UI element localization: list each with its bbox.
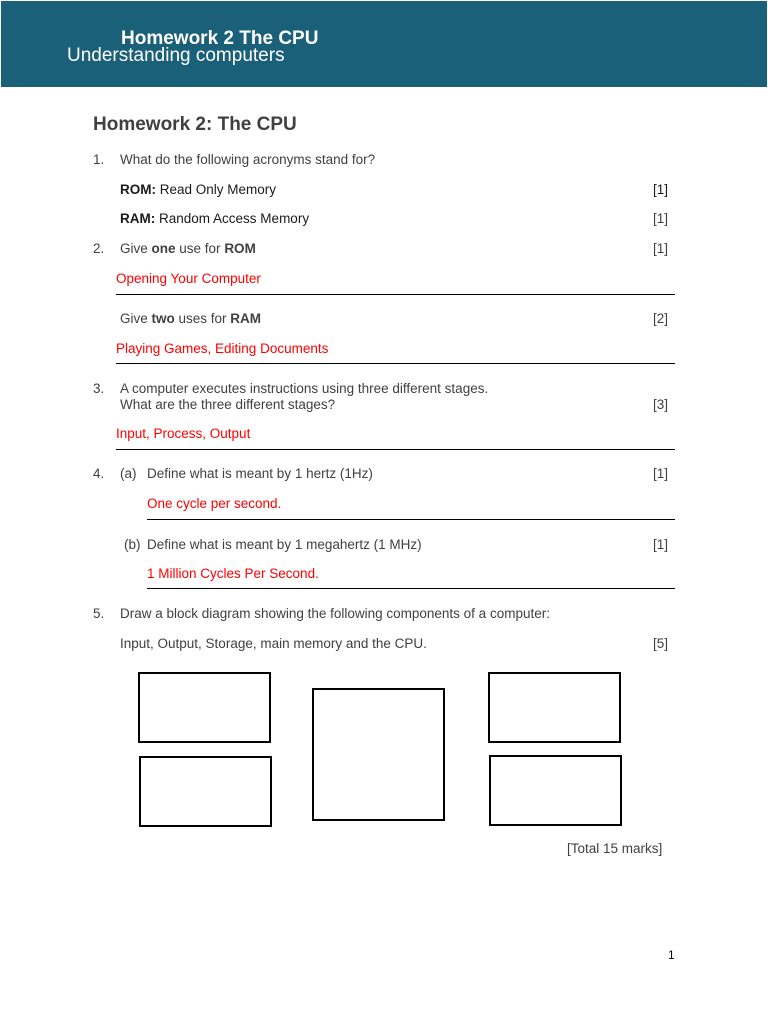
q1-ram-line (120, 210, 309, 227)
q2-part1-text (120, 240, 256, 257)
q5-marks: [5] (653, 636, 669, 651)
q5-text: Draw a block diagram showing the following components of a computer: (120, 606, 550, 621)
q3-line2: What are the three different stages? (120, 397, 336, 412)
diagram-box-top-left[interactable] (138, 672, 271, 743)
q1-rom-marks: [1] (653, 182, 669, 197)
q4a-answer[interactable]: One cycle per second. (147, 496, 282, 511)
total-marks: [Total 15 marks] (567, 841, 663, 856)
answer-line (116, 363, 675, 364)
q3-line1: A computer executes instructions using three different stages. (120, 381, 489, 396)
header-title: Homework 2 The CPU (121, 28, 319, 49)
q1-rom-line (120, 181, 276, 198)
q2-part1-bold1: one (151, 241, 176, 256)
q4a-label: (a) (120, 466, 137, 481)
q5-number: 5. (93, 606, 105, 621)
page-number: 1 (668, 948, 675, 962)
q2-part2-pre: Give (120, 311, 152, 326)
q1-ram-answer: Random Access Memory (159, 211, 310, 226)
page-title: Homework 2: The CPU (93, 114, 297, 135)
q2-part2-bold2: RAM (230, 311, 262, 326)
q4a-marks: [1] (653, 466, 669, 481)
q5-components: Input, Output, Storage, main memory and the CPU. (120, 636, 427, 651)
q1-text: What do the following acronyms stand for? (120, 152, 376, 167)
q1-ram-marks: [1] (653, 211, 669, 226)
q2-part1-marks: [1] (653, 241, 669, 256)
q1-number: 1. (93, 152, 105, 167)
diagram-box-bottom-left[interactable] (139, 756, 272, 827)
q2-number: 2. (93, 241, 105, 256)
q1-rom-answer: Read Only Memory (159, 182, 277, 197)
q2-part2-mid: uses for (174, 311, 231, 326)
answer-line (147, 588, 675, 589)
q3-number: 3. (93, 381, 105, 396)
q2-part1-pre: Give (120, 241, 152, 256)
q2-part1-bold2: ROM (224, 241, 256, 256)
answer-line (147, 519, 675, 520)
q2-part1-mid: use for (175, 241, 225, 256)
answer-line (116, 449, 675, 450)
q4b-text: Define what is meant by 1 megahertz (1 MHz) (147, 537, 422, 552)
q2-part2-bold1: two (151, 311, 175, 326)
q2-part2-answer[interactable]: Playing Games, Editing Documents (116, 341, 329, 356)
q4b-answer[interactable]: 1 Million Cycles Per Second. (147, 566, 319, 581)
answer-line (116, 294, 675, 295)
q2-part1-answer[interactable]: Opening Your Computer (116, 271, 261, 286)
diagram-box-center[interactable] (312, 688, 445, 821)
q4b-label: (b) (124, 537, 141, 552)
q3-answer[interactable]: Input, Process, Output (116, 426, 251, 441)
diagram-box-bottom-right[interactable] (489, 755, 622, 826)
q4b-marks: [1] (653, 537, 669, 552)
q3-marks: [3] (653, 397, 669, 412)
q1-ram-label: RAM: (120, 211, 156, 226)
q1-rom-label: ROM: (120, 182, 156, 197)
header-subtitle: Understanding computers (67, 45, 285, 66)
diagram-box-top-right[interactable] (488, 672, 621, 743)
q4a-text: Define what is meant by 1 hertz (1Hz) (147, 466, 373, 481)
q2-part2-marks: [2] (653, 311, 669, 326)
q2-part2-text (120, 310, 261, 327)
q4-number: 4. (93, 466, 105, 481)
header-banner (1, 1, 767, 87)
